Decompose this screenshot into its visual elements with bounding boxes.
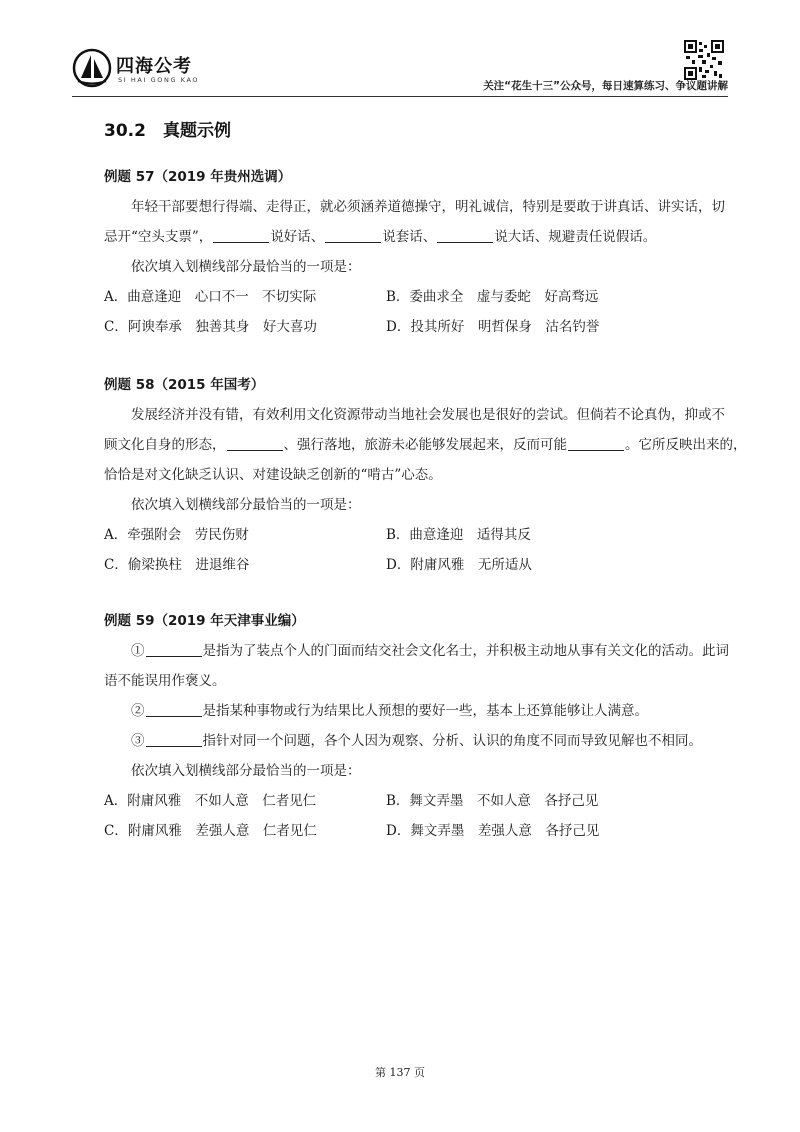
question-59	[104, 606, 729, 846]
question-text-line	[104, 696, 724, 726]
question-title: 例题 57（2019 年贵州选调）	[104, 169, 292, 185]
header-divider	[72, 96, 728, 97]
text-segment: 说大话、规避责任说假话。	[494, 229, 657, 245]
fill-blank	[146, 702, 202, 717]
option-a: A．曲意逢迎 心口不一 不切实际	[104, 289, 317, 305]
option-row	[104, 282, 724, 312]
option-a: A．附庸风雅 不如人意 仁者见仁	[104, 793, 317, 809]
option-a: A．牵强附会 劳民伤财	[104, 527, 249, 543]
text-segment: 指针对同一个问题，各个人因为观察、分析、认识的角度不同而导致见解也不相同。	[202, 733, 702, 749]
page-header	[72, 40, 728, 96]
question-text-line: 年轻干部要想行得端、走得正，就必须涵养道德操守，明礼诚信，特别是要敢于讲真话、讲实话，切	[104, 199, 725, 215]
option-b: B．曲意逢迎 适得其反	[386, 527, 531, 543]
text-segment: 是指为了装点个人的门面而结交社会文化名士，并积极主动地从事有关文化的活动。此词	[202, 643, 729, 659]
question-prompt: 依次填入划横线部分最恰当的一项是：	[104, 497, 361, 513]
question-text-line: 恰恰是对文化缺乏认识、对建设缺乏创新的“啃古”心态。	[104, 467, 442, 483]
option-b: B．委曲求全 虚与委蛇 好高骛远	[386, 289, 599, 305]
question-58	[104, 370, 747, 580]
section-title: 30.2 真题示例	[104, 121, 231, 141]
fill-blank	[146, 642, 202, 657]
question-title: 例题 58（2015 年国考）	[104, 377, 265, 393]
option-row	[104, 550, 724, 580]
option-b: B．舞文弄墨 不如人意 各抒己见	[386, 793, 599, 809]
option-d: D．附庸风雅 无所适从	[386, 557, 532, 573]
brand-name: 四海公考	[116, 56, 192, 77]
option-row	[104, 786, 724, 816]
fill-blank	[213, 228, 269, 243]
text-segment: 是指某种事物或行为结果比人预想的要好一些，基本上还算能够让人满意。	[202, 703, 648, 719]
fill-blank	[325, 228, 381, 243]
question-text-line: 语不能误用作褒义。	[104, 673, 226, 689]
sailboat-logo-icon	[72, 48, 112, 88]
question-prompt: 依次填入划横线部分最恰当的一项是：	[104, 259, 361, 275]
text-segment: ②	[104, 703, 145, 719]
option-d: D．舞文弄墨 差强人意 各抒己见	[386, 823, 600, 839]
option-row	[104, 312, 724, 342]
page-number: 第 137 页	[375, 1066, 425, 1079]
option-row	[104, 816, 724, 846]
qr-code-icon	[684, 40, 724, 80]
question-text-line	[104, 222, 724, 252]
fill-blank	[146, 732, 202, 747]
header-note: 关注“花生十三”公众号，每日速算练习、争议题讲解	[483, 80, 728, 92]
text-segment: 顾文化自身的形态，	[104, 437, 226, 453]
fill-blank	[227, 436, 283, 451]
question-57	[104, 162, 724, 342]
fill-blank	[568, 436, 624, 451]
option-c: C．偷梁换柱 进退维谷	[104, 557, 250, 573]
option-d: D．投其所好 明哲保身 沽名钓誉	[386, 319, 600, 335]
option-c: C．附庸风雅 差强人意 仁者见仁	[104, 823, 317, 839]
question-title: 例题 59（2019 年天津事业编）	[104, 613, 305, 629]
option-c: C．阿谀奉承 独善其身 好大喜功	[104, 319, 317, 335]
text-segment: ③	[104, 733, 145, 749]
question-prompt: 依次填入划横线部分最恰当的一项是：	[104, 763, 361, 779]
text-segment: 。它所反映出来的，	[625, 437, 747, 453]
option-row	[104, 520, 724, 550]
brand-subtitle: SI HAI GONG KAO	[118, 76, 200, 84]
text-segment: ①	[104, 643, 145, 659]
question-text-line	[104, 430, 747, 460]
question-text-line: 发展经济并没有错，有效利用文化资源带动当地社会发展也是很好的尝试。但倘若不论真伪，抑或不	[104, 407, 725, 423]
text-segment: 说套话、	[382, 229, 437, 245]
question-text-line	[104, 636, 729, 666]
fill-blank	[437, 228, 493, 243]
question-text-line	[104, 726, 724, 756]
text-segment: 、强行落地，旅游未必能够发展起来，反而可能	[283, 437, 567, 453]
text-segment: 忌开“空头支票”，	[104, 229, 213, 245]
text-segment: 说好话、	[270, 229, 325, 245]
